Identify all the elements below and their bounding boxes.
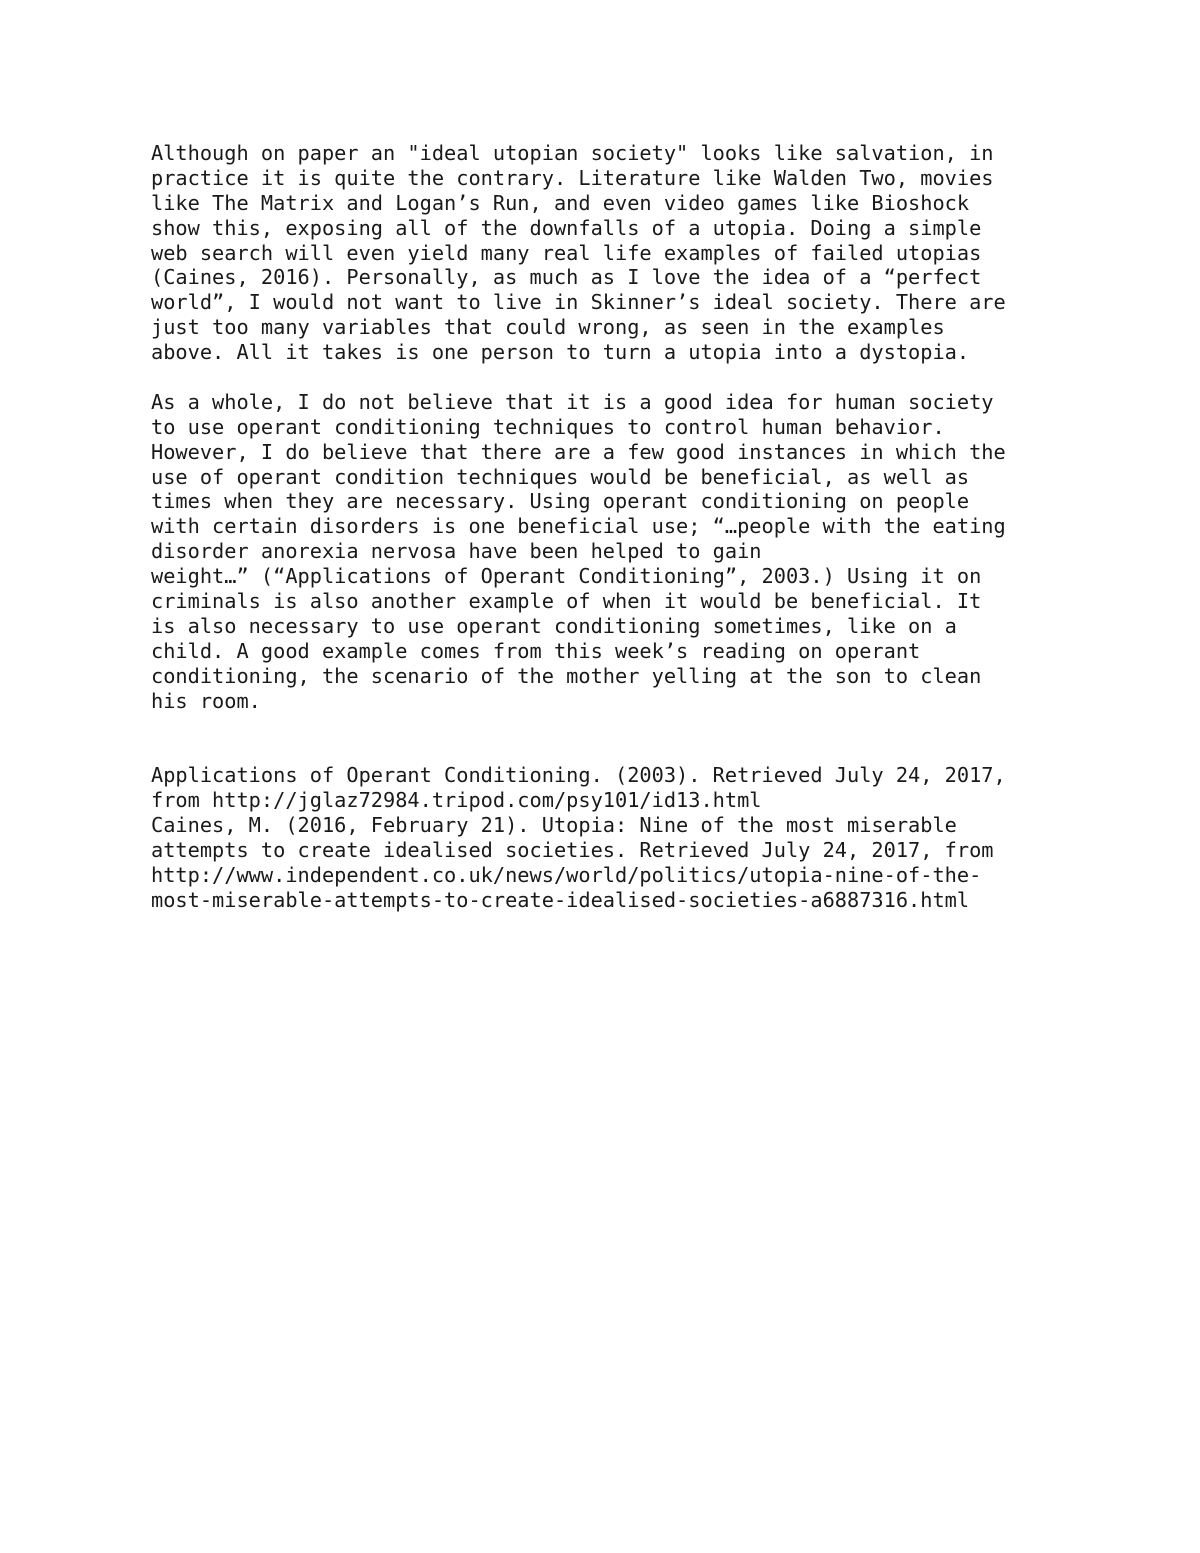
text-line: criminals is also another example of when it would be beneficial. It <box>151 589 982 614</box>
text-line: show this, exposing all of the downfalls of a utopia. Doing a simple <box>151 215 982 240</box>
text-line: his room. <box>151 688 261 713</box>
text-line: (Caines, 2016). Personally, as much as I love the idea of a “perfect <box>151 265 982 290</box>
text-line: However, I do believe that there are a few good instances in which the <box>151 439 1006 464</box>
reference-entry <box>151 813 1071 913</box>
text-line: above. All it takes is one person to turn a utopia into a dystopia. <box>151 340 970 365</box>
references-section <box>151 763 1071 912</box>
text-line: to use operant conditioning techniques to control human behavior. <box>151 414 945 439</box>
text-line: weight…” (“Applications of Operant Conditioning”, 2003.) Using it on <box>151 564 982 589</box>
reference-entry <box>151 763 1071 813</box>
text-line: with certain disorders is one beneficial use; “…people with the eating <box>151 514 1006 539</box>
text-line: conditioning, the scenario of the mother yelling at the son to clean <box>151 663 982 688</box>
text-line: times when they are necessary. Using operant conditioning on people <box>151 489 970 514</box>
text-line: disorder anorexia nervosa have been helped to gain <box>151 539 762 564</box>
text-line: use of operant condition techniques would be beneficial, as well as <box>151 464 970 489</box>
reference-line: most-miserable-attempts-to-create-idealised-societies-a6887316.html <box>151 887 970 912</box>
text-line: As a whole, I do not believe that it is a good idea for human society <box>151 389 994 414</box>
reference-line: Applications of Operant Conditioning. (2003). Retrieved July 24, 2017, <box>151 763 1006 788</box>
reference-line: Caines, M. (2016, February 21). Utopia: Nine of the most miserable <box>151 813 957 838</box>
text-line: is also necessary to use operant conditioning sometimes, like on a <box>151 613 957 638</box>
reference-line: attempts to create idealised societies. Retrieved July 24, 2017, from <box>151 837 994 862</box>
text-line: practice it is quite the contrary. Literature like Walden Two, movies <box>151 165 994 190</box>
reference-line: http://www.independent.co.uk/news/world/politics/utopia-nine-of-the- <box>151 862 982 887</box>
text-line: like The Matrix and Logan’s Run, and even video games like Bioshock <box>151 190 970 215</box>
paragraph-operant-conditioning <box>151 390 1071 714</box>
text-line: web search will even yield many real life examples of failed utopias <box>151 240 982 265</box>
text-line: world”, I would not want to live in Skinner’s ideal society. There are <box>151 290 1006 315</box>
document-body <box>151 141 1071 913</box>
paragraph-utopia <box>151 141 1071 365</box>
reference-line: from http://jglaz72984.tripod.com/psy101/id13.html <box>151 788 762 813</box>
text-line: child. A good example comes from this week’s reading on operant <box>151 638 921 663</box>
text-line: just too many variables that could wrong, as seen in the examples <box>151 315 945 340</box>
text-line: Although on paper an "ideal utopian society" looks like salvation, in <box>151 141 994 165</box>
